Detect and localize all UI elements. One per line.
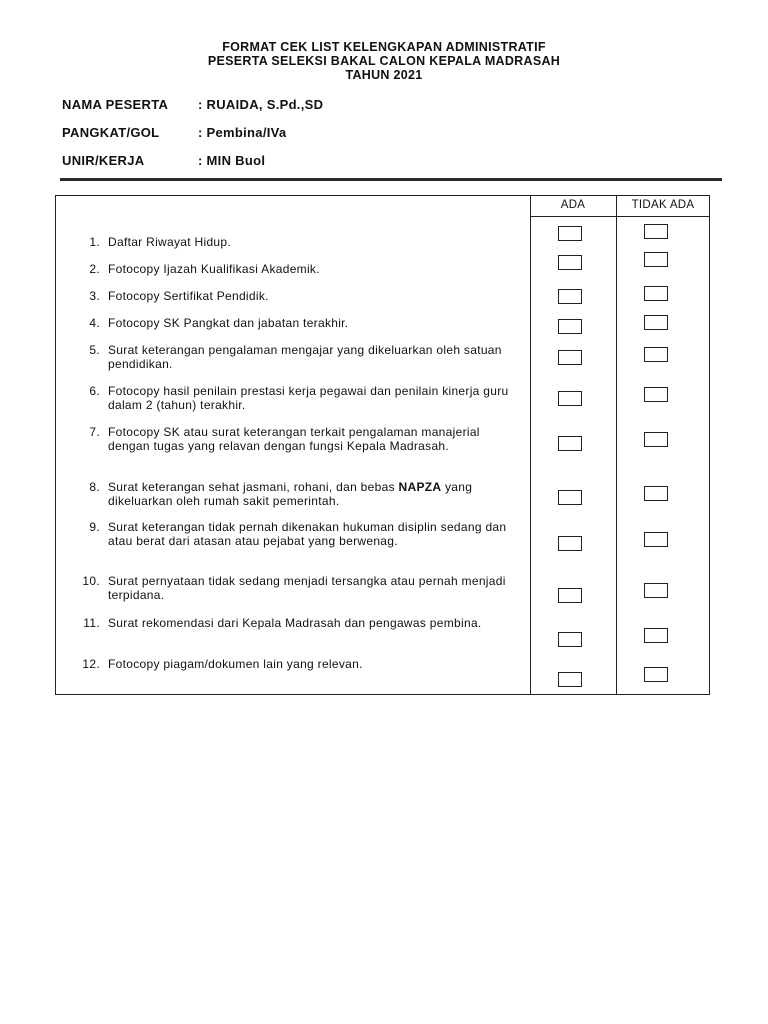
checkbox-ada-4[interactable] bbox=[558, 319, 582, 334]
title-line-2: PESERTA SELEKSI BAKAL CALON KEPALA MADRASAH bbox=[207, 54, 561, 68]
checkbox-ada-8[interactable] bbox=[558, 490, 582, 505]
checkbox-tidak-ada-8[interactable] bbox=[644, 486, 668, 501]
checkbox-ada-1[interactable] bbox=[558, 226, 582, 241]
participant-rank-value: : Pembina/IVa bbox=[198, 125, 287, 140]
checklist-item-text: Fotocopy hasil penilain prestasi kerja pegawai dan penilain kinerja guru dalam 2 (tahun) terakhir. bbox=[108, 384, 509, 412]
checklist-item-text: Surat keterangan pengalaman mengajar yang dikeluarkan oleh satuan pendidikan. bbox=[108, 343, 502, 371]
participant-name-label: NAMA PESERTA bbox=[62, 97, 169, 112]
checkbox-ada-2[interactable] bbox=[558, 255, 582, 270]
checkbox-ada-12[interactable] bbox=[558, 672, 582, 687]
checkbox-ada-6[interactable] bbox=[558, 391, 582, 406]
checkbox-ada-7[interactable] bbox=[558, 436, 582, 451]
column-divider-ada bbox=[530, 196, 531, 694]
checkbox-tidak-ada-4[interactable] bbox=[644, 315, 668, 330]
checkbox-ada-11[interactable] bbox=[558, 632, 582, 647]
checklist-item-text: Fotocopy Sertifikat Pendidik. bbox=[108, 289, 269, 303]
checkbox-ada-3[interactable] bbox=[558, 289, 582, 304]
checklist-item-text-part: Surat keterangan sehat jasmani, rohani, dan bebas bbox=[108, 480, 399, 494]
participant-rank-label: PANGKAT/GOL bbox=[62, 125, 160, 140]
checklist-item-text: Daftar Riwayat Hidup. bbox=[108, 235, 232, 249]
checkbox-tidak-ada-7[interactable] bbox=[644, 432, 668, 447]
checkbox-tidak-ada-12[interactable] bbox=[644, 667, 668, 682]
checkbox-tidak-ada-6[interactable] bbox=[644, 387, 668, 402]
title-line-3: TAHUN 2021 bbox=[345, 68, 423, 82]
checkbox-ada-9[interactable] bbox=[558, 536, 582, 551]
checklist-item-text: Fotocopy SK Pangkat dan jabatan terakhir. bbox=[108, 316, 349, 330]
checkbox-tidak-ada-3[interactable] bbox=[644, 286, 668, 301]
document-title bbox=[0, 40, 768, 82]
column-divider-tidak-ada bbox=[616, 196, 617, 694]
checkbox-tidak-ada-2[interactable] bbox=[644, 252, 668, 267]
header-row-line bbox=[530, 216, 709, 217]
checkbox-tidak-ada-9[interactable] bbox=[644, 532, 668, 547]
checkbox-tidak-ada-11[interactable] bbox=[644, 628, 668, 643]
checkbox-tidak-ada-10[interactable] bbox=[644, 583, 668, 598]
participant-unit-label: UNIR/KERJA bbox=[62, 153, 145, 168]
checklist-item-text bbox=[108, 480, 518, 508]
checklist-item-text: Fotocopy SK atau surat keterangan terkait pengalaman manajerial dengan tugas yang relavan dengan fungsi Kepala Madrasah. bbox=[108, 425, 480, 453]
checklist-item-text: Surat rekomendasi dari Kepala Madrasah dan pengawas pembina. bbox=[108, 616, 482, 630]
checkbox-ada-10[interactable] bbox=[558, 588, 582, 603]
checkbox-tidak-ada-5[interactable] bbox=[644, 347, 668, 362]
checklist-item-text-part: yang dikeluarkan oleh rumah sakit pemerintah. bbox=[108, 480, 473, 508]
header-divider bbox=[60, 178, 722, 181]
checklist-table: ADA TIDAK ADA 1. Daftar Riwayat Hidup. 2. Fotocopy Ijazah Kualifikasi Akademik. 3. Fotocopy Sertifikat Pendidik. 4. Fotocopy SK Pangkat dan jabatan terakhir. 5. Surat keterangan pengalaman mengajar yang dikeluarkan oleh satuan pendidikan. 6. Fotocopy hasil penilain prestasi kerja pegawai dan penilain kinerja guru dalam 2 (tahun) terakhir. 7. Fotocopy SK atau surat keterangan terkait pengalaman manajerial dengan tugas yang relavan dengan fungsi Kepala Madrasah. 8. Surat keterangan sehat jasmani, rohani, dan bebas NAPZA yang dikeluarkan oleh rumah sakit pemerintah. 9. Surat keterangan tidak pernah dikenakan hukuman disiplin sedang dan atau berat dari atasan atau pejabat yang berwenag. 10. Surat pernyataan tidak sedang menjadi tersangka atau pernah menjadi terpidana. 11. Surat rekomendasi dari Kepala Madrasah dan pengawas pembina. 12. Fotocopy piagam/dokumen lain yang relevan. bbox=[55, 195, 710, 695]
title-line-1: FORMAT CEK LIST KELENGKAPAN ADMINISTRATIF bbox=[222, 40, 546, 54]
checklist-item-text: Fotocopy Ijazah Kualifikasi Akademik. bbox=[108, 262, 320, 276]
napza-emphasis: NAPZA bbox=[398, 480, 442, 494]
checklist-item-text: Surat pernyataan tidak sedang menjadi tersangka atau pernah menjadi terpidana. bbox=[108, 574, 506, 602]
checkbox-tidak-ada-1[interactable] bbox=[644, 224, 668, 239]
column-header-tidak-ada: TIDAK ADA bbox=[631, 199, 695, 211]
column-header-ada: ADA bbox=[560, 199, 586, 211]
checkbox-ada-5[interactable] bbox=[558, 350, 582, 365]
participant-name-value: : RUAIDA, S.Pd.,SD bbox=[198, 97, 324, 112]
checklist-item-text: Fotocopy piagam/dokumen lain yang relevan. bbox=[108, 657, 363, 671]
participant-unit-value: : MIN Buol bbox=[198, 153, 266, 168]
checklist-item-text: Surat keterangan tidak pernah dikenakan hukuman disiplin sedang dan atau berat dari atasan atau pejabat yang berwenag. bbox=[108, 520, 507, 548]
